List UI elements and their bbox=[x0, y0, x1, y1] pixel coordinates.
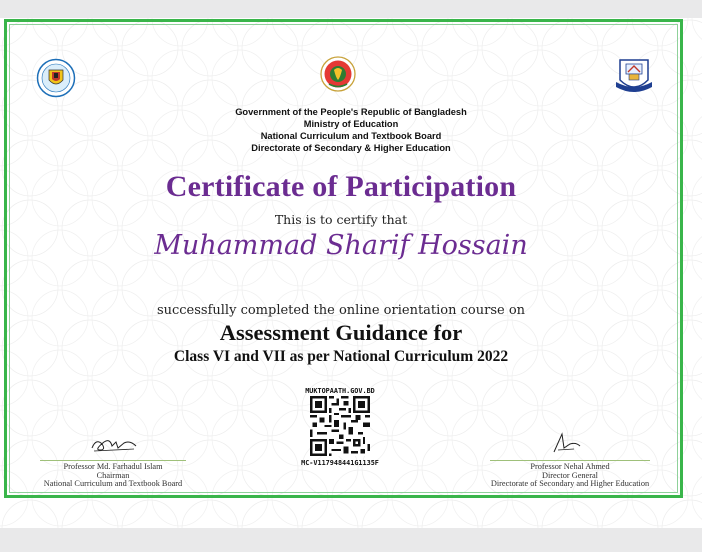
qr-code-icon[interactable] bbox=[310, 396, 370, 456]
signatory-left-org: National Curriculum and Textbook Board bbox=[43, 479, 183, 489]
signatory-left-name: Professor Md. Farhadul Islam bbox=[63, 462, 163, 471]
dshe-emblem-icon bbox=[612, 54, 656, 96]
signatory-right bbox=[470, 463, 670, 489]
signature-line-left bbox=[40, 460, 186, 461]
certificate-code: MC-V117948441G1135F bbox=[301, 459, 379, 467]
government-emblem-icon bbox=[320, 56, 356, 92]
signatory-left bbox=[20, 463, 206, 489]
certificate-title: Certificate of Participation bbox=[165, 170, 517, 203]
signatory-left-role: Chairman bbox=[96, 470, 130, 480]
signatory-right-name: Professor Nehal Ahmed bbox=[530, 462, 610, 471]
completion-text: successfully completed the online orientation course on bbox=[156, 303, 526, 318]
header-board: National Curriculum and Textbook Board bbox=[260, 131, 442, 141]
header-ministry: Ministry of Education bbox=[303, 119, 399, 129]
signature-right-icon bbox=[550, 430, 586, 456]
signature-line-right bbox=[490, 460, 650, 461]
course-title-line1: Assessment Guidance for bbox=[219, 320, 463, 345]
header-government: Government of the People's Republic of Bangladesh bbox=[235, 107, 467, 117]
verification-site: MUKTOPAATH.GOV.BD bbox=[305, 387, 375, 395]
certify-text: This is to certify that bbox=[274, 212, 408, 227]
header-directorate: Directorate of Secondary & Higher Education bbox=[251, 143, 451, 153]
signature-left-icon bbox=[88, 434, 140, 456]
signatory-right-role: Director General bbox=[542, 470, 598, 480]
issuing-authority bbox=[0, 106, 702, 154]
course-title-line2: Class VI and VII as per National Curriculum 2022 bbox=[173, 348, 509, 365]
recipient-name: Muhammad Sharif Hossain bbox=[154, 230, 528, 261]
ncctb-emblem-icon bbox=[36, 58, 76, 98]
signatory-right-org: Directorate of Secondary and Higher Education bbox=[490, 479, 650, 489]
